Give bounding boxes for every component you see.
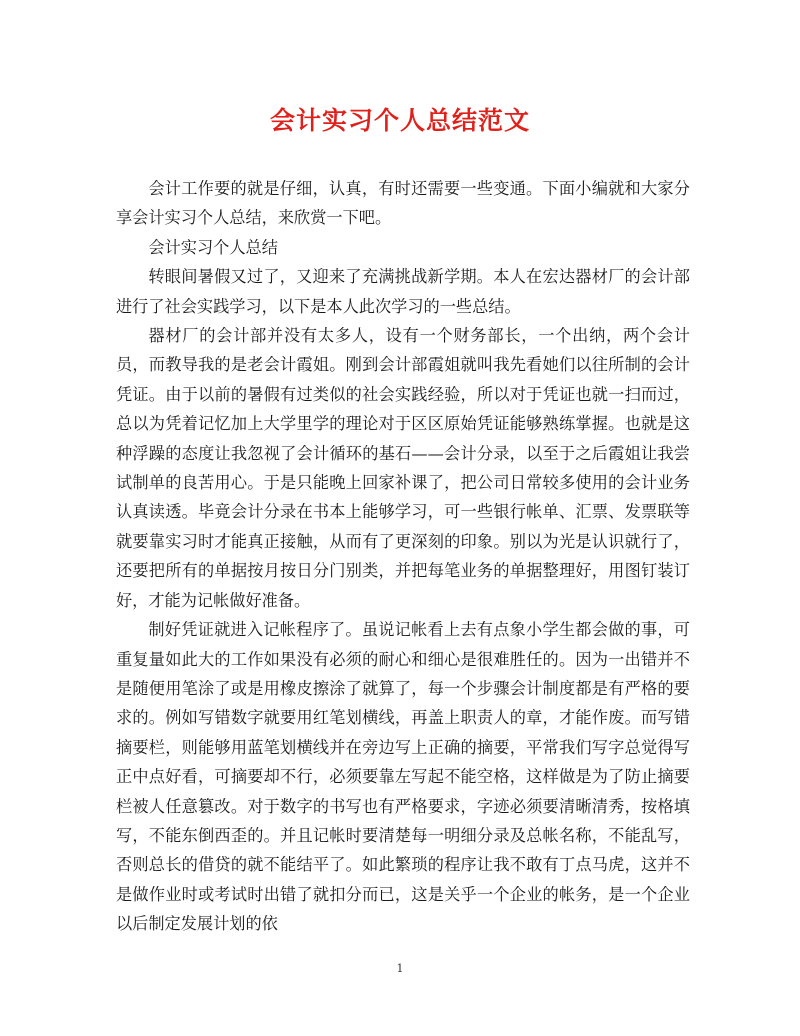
page-title: 会计实习个人总结范文 bbox=[269, 106, 530, 135]
paragraph-opening: 转眼间暑假又过了，又迎来了充满挑战新学期。本人在宏达器材厂的会计部进行了社会实践学习，以下是本人此次学习的一些总结。 bbox=[116, 267, 690, 316]
paragraph-intro: 会计工作要的就是仔细，认真，有时还需要一些变通。下面小编就和大家分享会计实习个人总结，来欣赏一下吧。 bbox=[116, 179, 690, 228]
paragraph-bookkeeping: 制好凭证就进入记帐程序了。虽说记帐看上去有点象小学生都会做的事，可重复量如此大的工作如果没有必须的耐心和细心是很难胜任的。因为一出错并不是随便用笔涂了或是用橡皮擦涂了就算了，每一个步骤会计制度都是有严格的要求的。例如写错数字就要用红笔划横线，再盖上职责人的章，才能作废。而写错摘要栏，则能够用蓝笔划横线并在旁边写上正确的摘要，平常我们写字总觉得写正中点好看，可摘要却不行，必须要靠左写起不能空格，这样做是为了防止摘要栏被人任意篡改。对于数字的书写也有严格要求，字迹必须要清晰清秀，按格填写，不能东倒西歪的。并且记帐时要清楚每一明细分录及总帐名称，不能乱写，否则总长的借贷的就不能结平了。如此繁琐的程序让我不敢有丁点马虎，这并不是做作业时或考试时出错了就扣分而已，这是关乎一个企业的帐务，是一个企业以后制定发展计划的依 bbox=[116, 620, 690, 934]
paragraph-department: 器材厂的会计部并没有太多人，设有一个财务部长，一个出纳，两个会计员，而教导我的是老会计霞姐。刚到会计部霞姐就叫我先看她们以往所制的会计凭证。由于以前的暑假有过类似的社会实践经验，所以对于凭证也就一扫而过，总以为凭着记忆加上大学里学的理论对于区区原始凭证能够熟练掌握。也就是这种浮躁的态度让我忽视了会计循环的基石——会计分录，以至于之后霞姐让我尝试制单的良苦用心。于是只能晚上回家补课了，把公司日常较多使用的会计业务认真读透。毕竟会计分录在书本上能够学习，可一些银行帐单、汇票、发票联等就要靠实习时才能真正接触，从而有了更深刻的印象。别以为光是认识就行了，还要把所有的单据按月按日分门别类，并把每笔业务的单据整理好，用图钉装订好，才能为记帐做好准备。 bbox=[116, 326, 690, 610]
page-number: 1 bbox=[396, 962, 404, 975]
document-body bbox=[116, 174, 690, 939]
paragraph-subheading: 会计实习个人总结 bbox=[148, 237, 278, 257]
